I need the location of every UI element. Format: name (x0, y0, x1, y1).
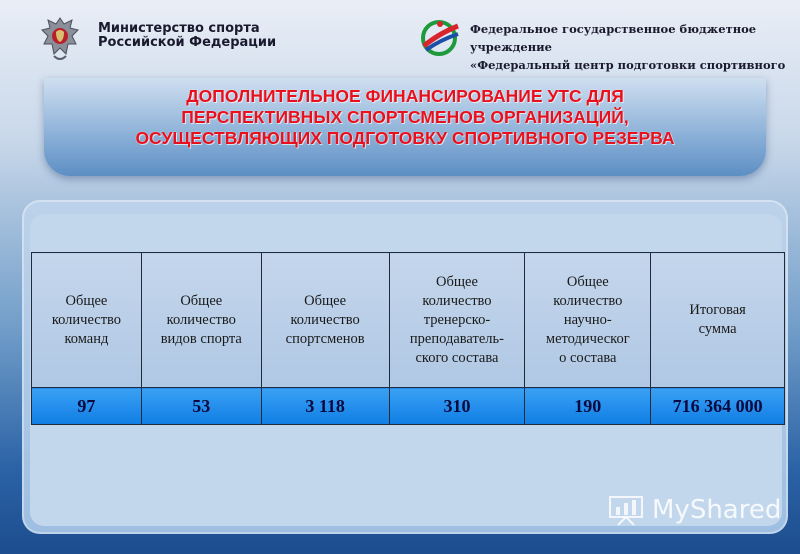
funding-table (31, 252, 785, 425)
presentation-board-icon (606, 493, 646, 527)
ministry-line-1: Министерство спорта (98, 21, 260, 36)
title-line-2: ПЕРСПЕКТИВНЫХ СПОРТСМЕНОВ ОРГАНИЗАЦИЙ, (181, 107, 629, 127)
title-line-3: ОСУЩЕСТВЛЯЮЩИХ ПОДГОТОВКУ СПОРТИВНОГО РЕЗЕРВА (135, 128, 675, 148)
page-title (44, 86, 766, 149)
federal-line-1: Федеральное государственное бюджетное учреждение (470, 22, 757, 54)
value-coaches: 310 (389, 388, 525, 425)
header-sports: Общее количество видов спорта (141, 253, 261, 388)
header-athletes: Общее количество спортсменов (261, 253, 389, 388)
coat-of-arms-icon (34, 12, 86, 64)
federal-center-logo-icon (416, 16, 462, 58)
title-line-1: ДОПОЛНИТЕЛЬНОЕ ФИНАНСИРОВАНИЕ УТС ДЛЯ (186, 86, 624, 106)
ministry-line-2: Российской Федерации (98, 35, 277, 50)
value-methodologists: 190 (525, 388, 651, 425)
watermark-text: MyShared (652, 495, 782, 525)
header-teams: Общее количество команд (32, 253, 142, 388)
table-row (32, 388, 785, 425)
header-total-sum: Итоговая сумма (651, 253, 785, 388)
watermark (606, 490, 781, 530)
title-banner (44, 78, 766, 176)
header-coaches: Общее количество тренерско- преподаватель- ского состава (389, 253, 525, 388)
table-header-row (32, 253, 785, 388)
federal-line-2: «Федеральный центр подготовки спортивного (470, 58, 786, 72)
value-athletes: 3 118 (261, 388, 389, 425)
header (0, 0, 800, 75)
value-sports: 53 (141, 388, 261, 425)
value-total-sum: 716 364 000 (651, 388, 785, 425)
value-teams: 97 (32, 388, 142, 425)
ministry-name (98, 22, 276, 50)
header-methodologists: Общее количество научно- методическог о состава (525, 253, 651, 388)
